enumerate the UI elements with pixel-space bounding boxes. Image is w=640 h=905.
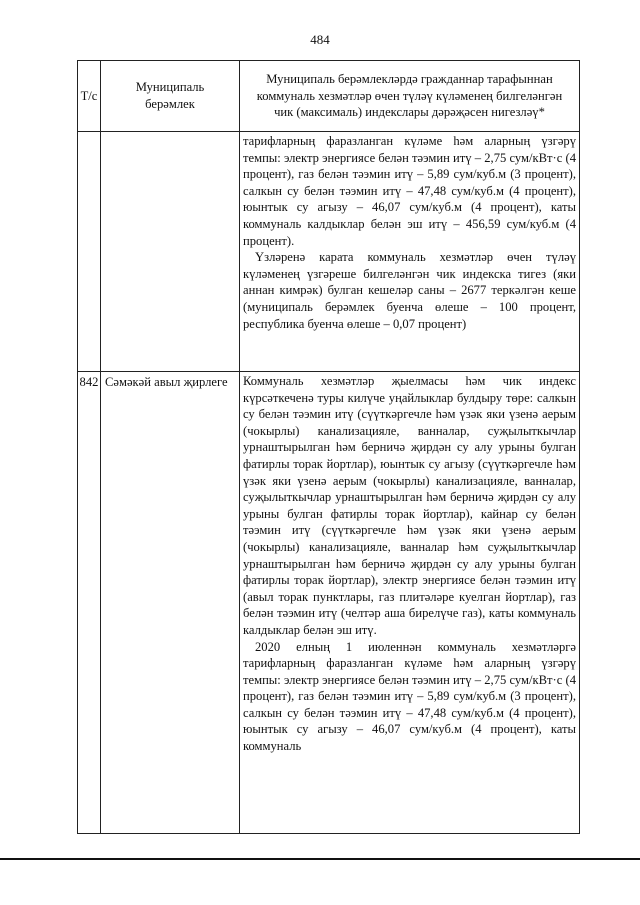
row-description — [240, 372, 580, 834]
row-number — [78, 132, 101, 372]
row-paragraph: Үзләренә карата коммуналь хезмәтләр өчен түләү күләменең үзгәреше билгеләнгән чик индекска тигез (яки аннан кимрәк) булган кешеләр саны – 2677 теркәлгән кеше (муниципаль берәмлек буенча өлеше – 100 процент, республика буенча өлеше – 0,07 процент) — [243, 250, 576, 331]
header-number-label: Т/с — [80, 88, 98, 103]
page-number: 484 — [310, 32, 330, 47]
row-description — [240, 132, 580, 372]
table-row — [78, 372, 580, 834]
row-municipality: Сәмәкәй авыл җирлеге — [101, 372, 240, 834]
bottom-rule — [0, 858, 640, 860]
header-number — [78, 61, 101, 132]
table-row — [78, 132, 580, 372]
tariff-index-table — [77, 60, 580, 834]
header-municipality-label: Муниципаль берәмлек — [135, 80, 205, 111]
row-number: 842 — [78, 372, 101, 834]
header-index-description-label: Муниципаль берәмлекләрдә гражданнар тарафыннан коммуналь хезмәтләр өчен түләү күләменең билгеләнгән чик (максималь) индекслары дәрәҗәсен нигезләү* — [256, 72, 563, 120]
row-paragraph: Коммуналь хезмәтләр җыелмасы һәм чик индекс күрсәткеченә туры килүче уңайлыклар булдыру төре: салкын су белән тәэмин итү (сүүткәргечле һәм үзәк яки үзенә аерым (чокырлы) канализацияле, ванналар, суҗылыткычлар урнаштырылган һәм берничә җирдән су алу урыны булган фатирлы торак йортлар), юынтык су агызу (сүүткәргечле һәм үзәк яки үзенә аерым (чокырлы) канализацияле, ванналар, суҗылыткычлар урнаштырылган һәм берничә җирдән су алу урыны булган фатирлы торак йортлар), кайнар су белән тәэмин итү (сүүткәргечле һәм үзәк яки үзенә аерым (чокырлы) канализацияле, ванналар һәм суҗылыткычлар урнаштырылган һәм берничә җирдән су алу урыны булган фатирлы торак йортлар), электр энергиясе белән тәэмин итү (авыл торак пунктлары, газ плитәләре куелган йортлар), газ белән тәэмин итү (челтәр аша бирелүче газ), каты коммуналь калдыклар белән эш итү. — [243, 374, 576, 637]
header-index-description — [240, 61, 580, 132]
row-municipality — [101, 132, 240, 372]
row-paragraph: 2020 елның 1 июленнән коммуналь хезмәтләргә тарифларның фаразланган күләме һәм аларның үзгәрү темпы: электр энергиясе белән тәэмин итү – 2,75 сум/кВт·с (4 процент), газ белән тәэмин итү – 5,89 сум/куб.м (3 процент), салкын су белән тәэмин итү – 47,48 сум/куб.м (4 процент), юынтык су агызу – 46,07 сум/куб.м (4 процент), каты коммуналь — [243, 639, 576, 754]
table-header-row — [78, 61, 580, 132]
header-municipality — [101, 61, 240, 132]
row-paragraph: тарифларның фаразланган күләме һәм аларның үзгәрү темпы: электр энергиясе белән тәэмин итү – 2,75 сум/кВт·с (4 процент), газ белән тәэмин итү – 5,89 сум/куб.м (3 процент), салкын су белән тәэмин итү – 47,48 сум/куб.м (4 процент), юынтык су агызу – 46,07 сум/куб.м (4 процент), каты коммуналь калдыклар белән эш итү – 456,59 сум/куб.м (4 процент). — [243, 134, 576, 248]
